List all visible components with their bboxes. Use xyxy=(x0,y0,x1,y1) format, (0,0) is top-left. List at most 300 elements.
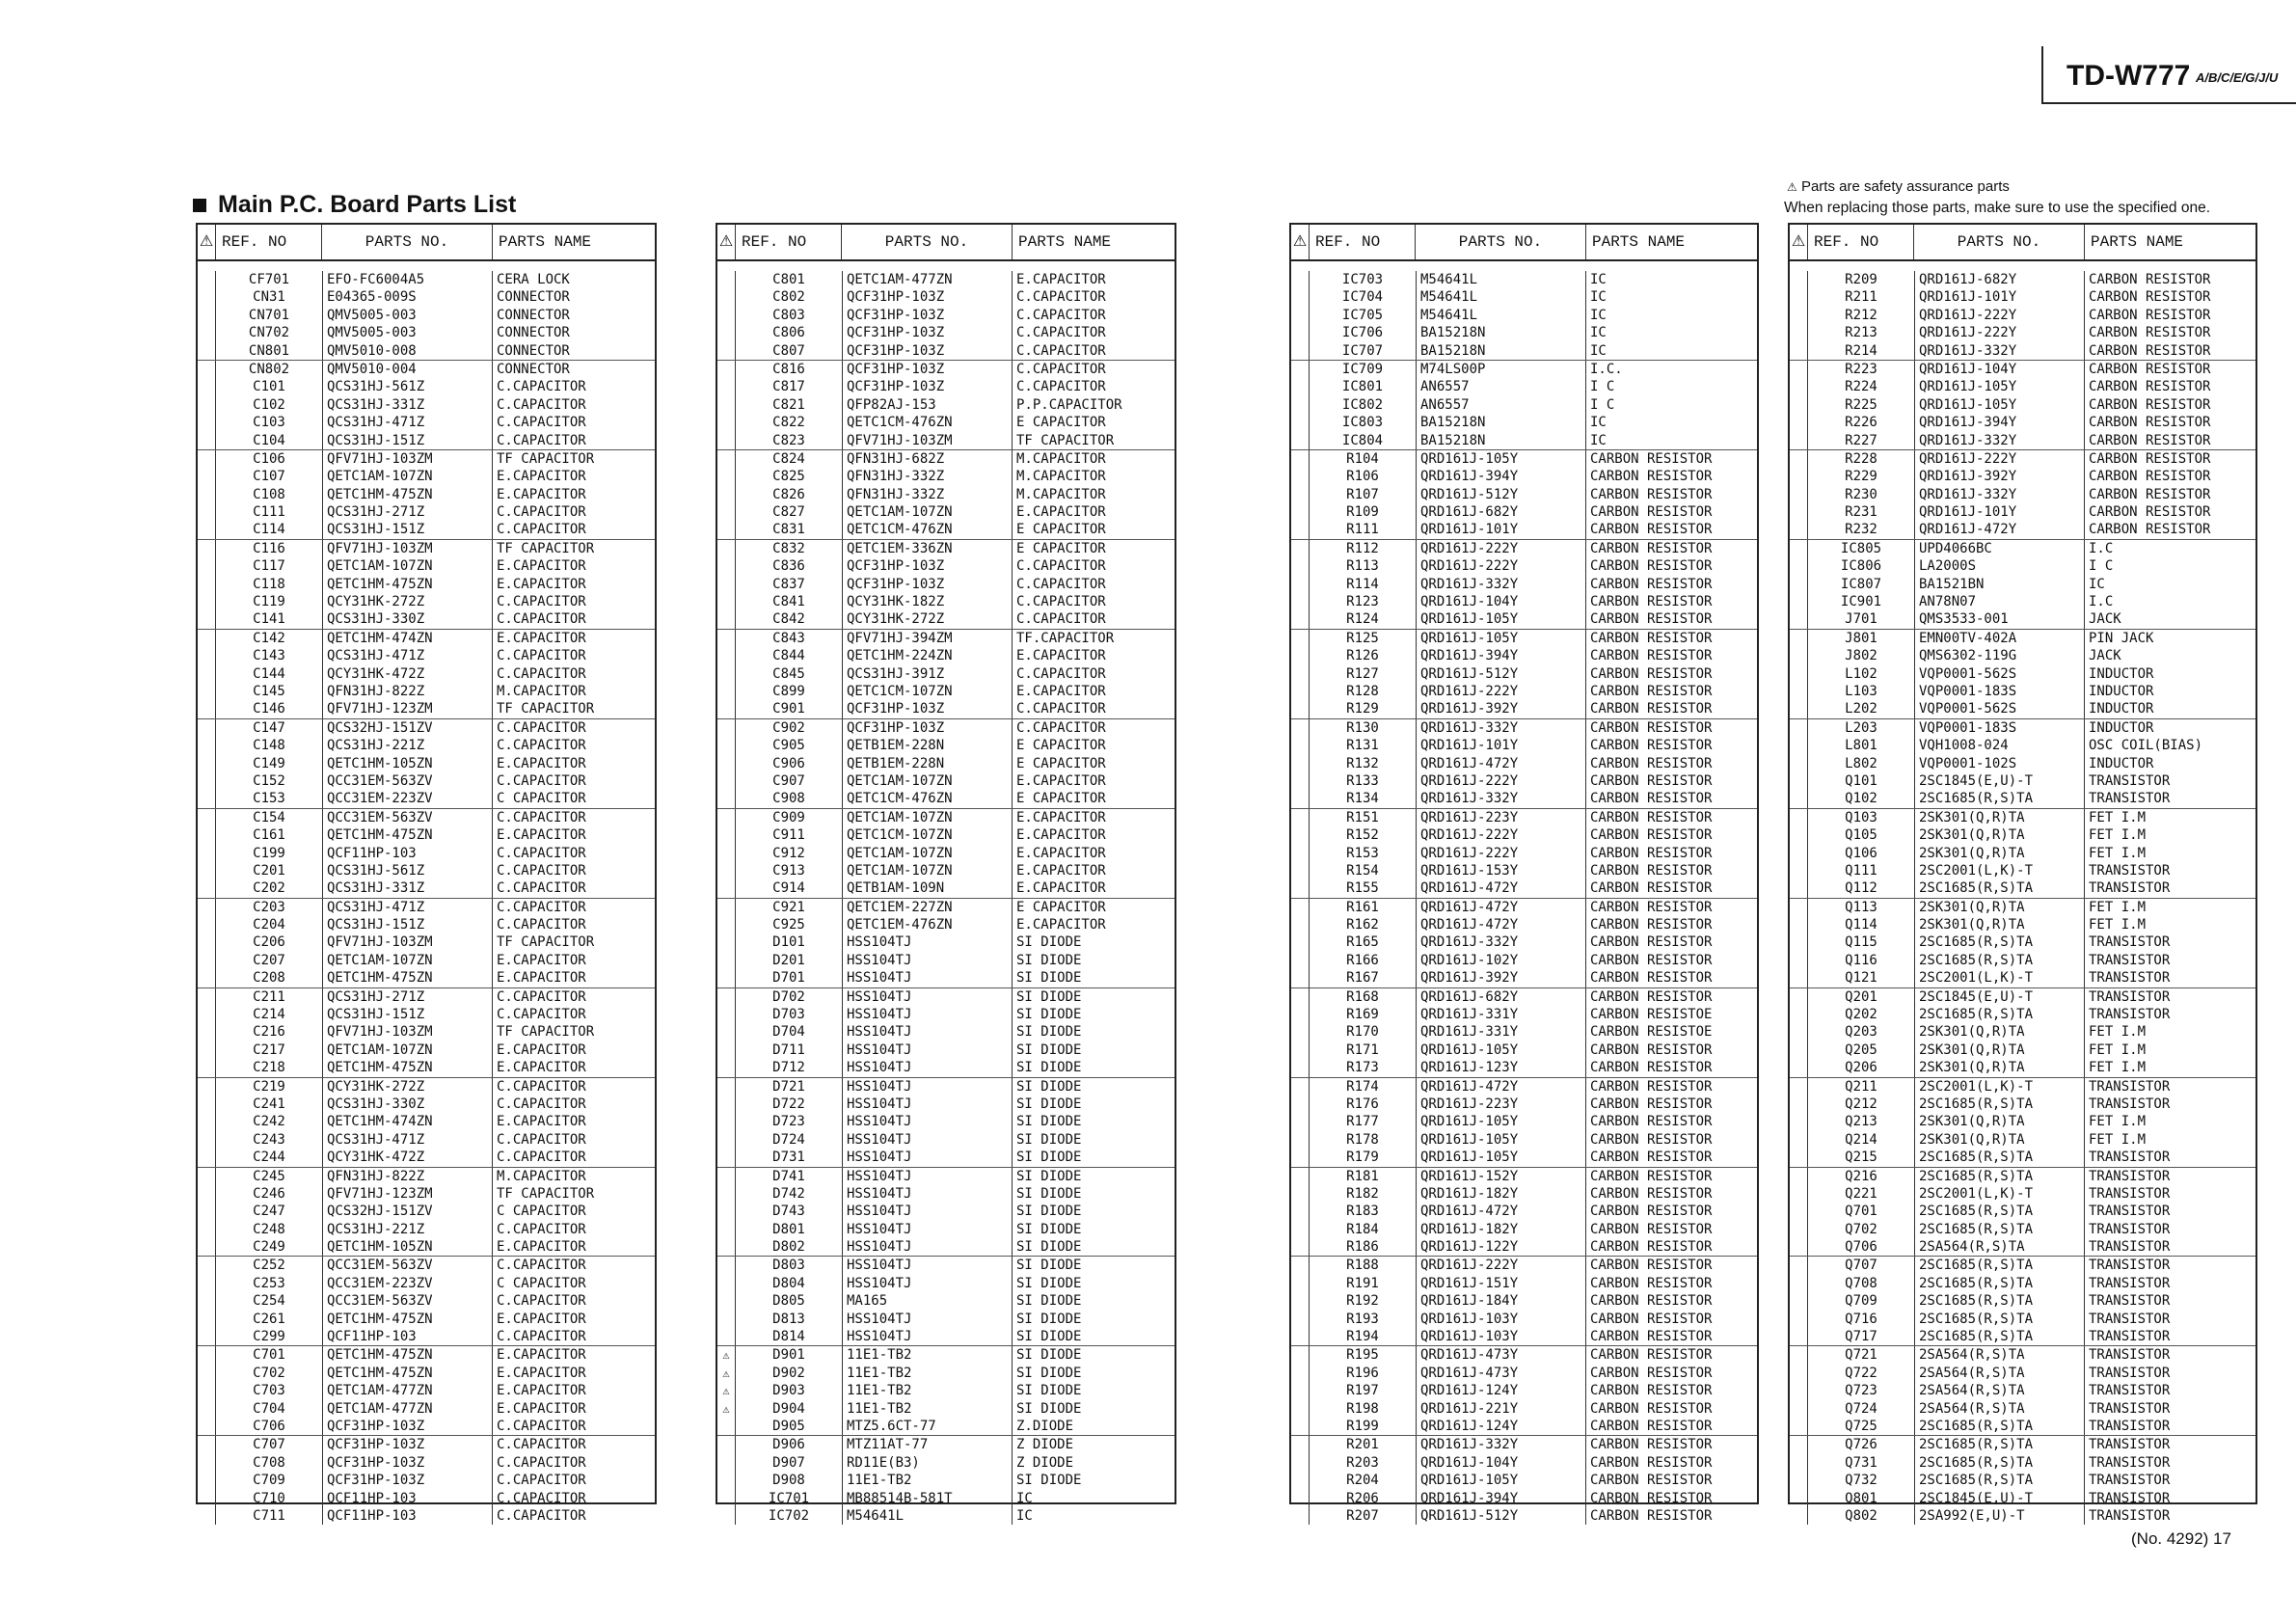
parts-no-cell: QRD161J-222Y xyxy=(1915,450,2085,468)
safety-mark-cell xyxy=(717,557,736,575)
safety-mark-cell xyxy=(198,719,216,737)
table-row xyxy=(717,1472,1175,1489)
parts-no-cell: QETC1HM-475ZN xyxy=(323,486,493,503)
safety-mark-cell xyxy=(1291,1418,1310,1435)
parts-name-cell: C.CAPACITOR xyxy=(497,988,586,1005)
safety-mark-cell xyxy=(717,772,736,790)
parts-no-cell: EFO-FC6004A5 xyxy=(323,271,493,288)
parts-no-cell: QCS31HJ-221Z xyxy=(323,1221,493,1238)
ref-no-cell: R113 xyxy=(1310,557,1417,575)
parts-name-cell: FET I.M xyxy=(2089,809,2147,825)
safety-mark-cell xyxy=(198,899,216,916)
parts-no-cell: HSS104TJ xyxy=(843,1041,1013,1059)
table-row xyxy=(1790,432,2255,449)
table-row xyxy=(1291,898,1757,916)
parts-name-cell: C.CAPACITOR xyxy=(497,1078,586,1095)
ref-no-cell: R131 xyxy=(1310,737,1417,754)
safety-mark-cell xyxy=(1291,1131,1310,1149)
parts-name-cell: C.CAPACITOR xyxy=(497,415,586,431)
table-row xyxy=(717,790,1175,807)
parts-name-cell: CONNECTOR xyxy=(497,307,570,323)
parts-no-cell: QRD161J-122Y xyxy=(1417,1238,1586,1256)
parts-no-cell: QRD161J-101Y xyxy=(1417,737,1586,754)
ref-no-cell: C107 xyxy=(216,468,323,485)
table-row xyxy=(198,718,655,737)
safety-mark-cell xyxy=(717,521,736,538)
table-row xyxy=(717,503,1175,521)
parts-no-cell: QRD161J-105Y xyxy=(1417,1113,1586,1130)
parts-no-cell: QETB1AM-109N xyxy=(843,879,1013,897)
ref-no-cell: D101 xyxy=(736,933,843,951)
parts-name-cell: TF CAPACITOR xyxy=(497,450,595,467)
parts-name-cell: SI DIODE xyxy=(1016,1204,1082,1220)
parts-name-cell: TF CAPACITOR xyxy=(497,934,595,951)
parts-name-cell: CARBON RESISTOR xyxy=(1590,772,1713,789)
parts-name-cell: SI DIODE xyxy=(1016,1114,1082,1130)
parts-name-cell: FET I.M xyxy=(2089,899,2147,915)
ref-no-cell: R154 xyxy=(1310,862,1417,879)
safety-mark-cell xyxy=(717,1490,736,1507)
table-row xyxy=(1790,307,2255,324)
parts-no-cell: 2SK301(Q,R)TA xyxy=(1915,916,2085,933)
parts-no-cell: QETC1HM-475ZN xyxy=(323,576,493,593)
ref-no-cell: C108 xyxy=(216,486,323,503)
table-row xyxy=(198,1077,655,1096)
table-row xyxy=(1790,271,2255,288)
safety-mark-cell xyxy=(1790,1365,1808,1382)
ref-no-cell: C824 xyxy=(736,450,843,468)
table-row xyxy=(1291,1472,1757,1489)
parts-name-cell: C.CAPACITOR xyxy=(497,1437,586,1453)
safety-mark-cell xyxy=(198,576,216,593)
parts-no-cell: QRD161J-104Y xyxy=(1915,361,2085,378)
table-row xyxy=(198,1149,655,1166)
ref-no-cell: R188 xyxy=(1310,1257,1417,1274)
ref-no-cell: C161 xyxy=(216,826,323,844)
safety-mark-cell xyxy=(717,719,736,737)
safety-mark-cell xyxy=(717,1096,736,1113)
ref-no-cell: C117 xyxy=(216,557,323,575)
parts-no-cell: 2SK301(Q,R)TA xyxy=(1915,809,2085,826)
table-row xyxy=(1790,700,2255,717)
parts-name-cell: C.CAPACITOR xyxy=(1016,379,1106,395)
parts-name-cell: SI DIODE xyxy=(1016,1293,1082,1310)
safety-mark-cell xyxy=(198,988,216,1006)
table-row xyxy=(1291,1203,1757,1220)
safety-mark-cell xyxy=(1790,809,1808,826)
parts-no-cell: QCF31HP-103Z xyxy=(323,1454,493,1472)
ref-no-cell: C925 xyxy=(736,916,843,933)
ref-no-cell: IC804 xyxy=(1310,432,1417,449)
safety-mark-cell xyxy=(1790,288,1808,306)
table-row xyxy=(198,1328,655,1345)
safety-mark-cell xyxy=(1790,969,1808,987)
parts-no-cell: 2SA992(E,U)-T xyxy=(1915,1507,2085,1525)
parts-no-cell: QCY31HK-182Z xyxy=(843,593,1013,610)
ref-no-cell: C832 xyxy=(736,540,843,557)
ref-no-cell: C822 xyxy=(736,414,843,431)
parts-name-cell: CARBON RESISTOR xyxy=(1590,917,1713,933)
ref-no-cell: C201 xyxy=(216,862,323,879)
table-row xyxy=(1291,933,1757,951)
table-row xyxy=(1291,1418,1757,1435)
safety-mark-cell xyxy=(1291,1346,1310,1364)
parts-no-cell: 11E1-TB2 xyxy=(843,1346,1013,1364)
safety-mark-cell xyxy=(717,288,736,306)
table-row xyxy=(717,1418,1175,1435)
safety-mark-cell xyxy=(198,1346,216,1364)
table-row xyxy=(1291,271,1757,288)
parts-name-cell: E.CAPACITOR xyxy=(497,827,586,844)
parts-name-cell: E.CAPACITOR xyxy=(497,952,586,968)
parts-no-cell: QETC1AM-477ZN xyxy=(323,1400,493,1418)
ref-no-cell: C149 xyxy=(216,755,323,772)
safety-mark-cell xyxy=(717,700,736,717)
ref-no-cell: Q111 xyxy=(1808,862,1915,879)
parts-name-cell: C.CAPACITOR xyxy=(497,719,586,736)
parts-name-cell: E.CAPACITOR xyxy=(497,469,586,485)
parts-name-cell: TRANSISTOR xyxy=(2089,1400,2171,1417)
ref-no-cell: C119 xyxy=(216,593,323,610)
ref-no-cell: C842 xyxy=(736,610,843,628)
table-row xyxy=(198,1292,655,1310)
table-body xyxy=(1291,261,1757,1525)
table-row xyxy=(717,378,1175,395)
parts-name-cell: CARBON RESISTOR xyxy=(1590,1078,1713,1095)
safety-mark-cell xyxy=(198,737,216,754)
parts-name-cell: CARBON RESISTOR xyxy=(1590,1347,1713,1364)
parts-name-cell: E.CAPACITOR xyxy=(497,755,586,771)
safety-mark-cell xyxy=(198,1221,216,1238)
table-row xyxy=(1790,1275,2255,1292)
parts-no-cell: 2SC1685(R,S)TA xyxy=(1915,1203,2085,1220)
safety-mark-cell xyxy=(717,1328,736,1345)
safety-mark-cell xyxy=(1291,307,1310,324)
table-row xyxy=(198,1418,655,1435)
table-row xyxy=(1790,1167,2255,1185)
safety-mark-cell xyxy=(717,899,736,916)
safety-mark-cell xyxy=(198,1131,216,1149)
safety-mark-cell xyxy=(1790,916,1808,933)
safety-mark-cell xyxy=(1790,755,1808,772)
safety-mark-cell xyxy=(1790,772,1808,790)
parts-name-cell: C.CAPACITOR xyxy=(1016,325,1106,341)
safety-mark-cell xyxy=(1790,1275,1808,1292)
ref-no-cell: D903 xyxy=(736,1382,843,1399)
ref-no-cell: Q211 xyxy=(1808,1078,1915,1096)
parts-name-cell: CARBON RESISTOR xyxy=(1590,827,1713,844)
ref-no-cell: R167 xyxy=(1310,969,1417,987)
ref-no-cell: D723 xyxy=(736,1113,843,1130)
table-row xyxy=(198,1203,655,1220)
table-row xyxy=(1291,1221,1757,1238)
parts-table-1 xyxy=(196,223,657,1524)
parts-name-cell: I C xyxy=(1590,379,1615,395)
safety-mark-cell xyxy=(1291,1023,1310,1041)
safety-mark-cell xyxy=(717,737,736,754)
parts-no-cell: HSS104TJ xyxy=(843,1149,1013,1166)
parts-no-cell: 2SC1685(R,S)TA xyxy=(1915,1168,2085,1185)
parts-table-3 xyxy=(1289,223,1759,1524)
safety-mark-cell xyxy=(1291,1149,1310,1166)
safety-mark-cell xyxy=(1291,933,1310,951)
parts-name-cell: CARBON RESISTOR xyxy=(1590,899,1713,915)
ref-no-cell: C143 xyxy=(216,647,323,664)
parts-no-cell: 2SA564(R,S)TA xyxy=(1915,1346,2085,1364)
parts-name-cell: SI DIODE xyxy=(1016,1383,1082,1399)
ref-no-cell: R114 xyxy=(1310,576,1417,593)
table-row xyxy=(717,396,1175,414)
safety-mark-cell xyxy=(1790,1472,1808,1489)
table-row xyxy=(1790,629,2255,647)
table-row xyxy=(1790,521,2255,538)
safety-mark-cell xyxy=(198,933,216,951)
parts-no-cell: QETC1AM-107ZN xyxy=(843,862,1013,879)
parts-no-cell: QRD161J-331Y xyxy=(1417,1006,1586,1023)
parts-name-cell: CARBON RESISTOR xyxy=(1590,1041,1713,1058)
table-row xyxy=(717,1454,1175,1472)
table-row xyxy=(1790,1365,2255,1382)
table-row xyxy=(717,1345,1175,1364)
ref-no-cell: R195 xyxy=(1310,1346,1417,1364)
parts-no-cell: QETC1AM-107ZN xyxy=(323,952,493,969)
parts-no-cell: QRD161J-153Y xyxy=(1417,862,1586,879)
safety-mark-cell xyxy=(1291,1078,1310,1096)
parts-name-cell: CERA LOCK xyxy=(497,272,570,287)
parts-no-cell: 2SC1685(R,S)TA xyxy=(1915,1275,2085,1292)
parts-name-cell: E.CAPACITOR xyxy=(497,1365,586,1381)
safety-mark-cell xyxy=(1790,593,1808,610)
ref-no-cell: IC706 xyxy=(1310,324,1417,341)
parts-no-cell: QRD161J-332Y xyxy=(1417,576,1586,593)
parts-no-cell: 2SC1685(R,S)TA xyxy=(1915,1257,2085,1274)
table-row xyxy=(1790,772,2255,790)
safety-mark-cell xyxy=(1790,1113,1808,1130)
table-row xyxy=(717,1006,1175,1023)
table-row xyxy=(1790,1041,2255,1059)
parts-name-cell: E.CAPACITOR xyxy=(497,486,586,502)
parts-no-cell: AN78N07 xyxy=(1915,593,2085,610)
ref-no-cell: Q206 xyxy=(1808,1059,1915,1076)
table-row xyxy=(1790,737,2255,754)
ref-no-cell: D741 xyxy=(736,1168,843,1185)
table-row xyxy=(1790,610,2255,628)
parts-name-cell: E.CAPACITOR xyxy=(497,1239,586,1256)
ref-no-cell: R178 xyxy=(1310,1131,1417,1149)
ref-no-cell: R174 xyxy=(1310,1078,1417,1096)
parts-name-cell: CARBON RESISTOR xyxy=(1590,594,1713,610)
parts-no-cell: HSS104TJ xyxy=(843,1168,1013,1185)
safety-mark-cell xyxy=(717,1292,736,1310)
ref-no-cell: C899 xyxy=(736,683,843,700)
table-row xyxy=(1790,360,2255,378)
safety-mark-cell xyxy=(1790,647,1808,664)
safety-mark-cell xyxy=(1790,899,1808,916)
parts-no-cell: QCC31EM-563ZV xyxy=(323,809,493,826)
parts-no-cell: QCS31HJ-391Z xyxy=(843,665,1013,683)
parts-no-cell: QCF31HP-103Z xyxy=(323,1436,493,1453)
safety-mark-cell xyxy=(717,862,736,879)
ref-no-cell: IC803 xyxy=(1310,414,1417,431)
ref-no-cell: D905 xyxy=(736,1418,843,1435)
table-body xyxy=(717,261,1175,1525)
safety-mark-cell xyxy=(198,1436,216,1453)
table-row xyxy=(198,1345,655,1364)
ref-no-cell: R165 xyxy=(1310,933,1417,951)
ref-no-cell: C243 xyxy=(216,1131,323,1149)
parts-no-cell: QFN31HJ-682Z xyxy=(843,450,1013,468)
ref-no-cell: C261 xyxy=(216,1311,323,1328)
table-row xyxy=(717,288,1175,306)
table-row xyxy=(1291,952,1757,969)
parts-name-cell: E.CAPACITOR xyxy=(1016,648,1106,664)
parts-no-cell: MTZ11AT-77 xyxy=(843,1436,1013,1453)
ref-no-cell: D814 xyxy=(736,1328,843,1345)
table-row xyxy=(717,1041,1175,1059)
parts-name-cell: C.CAPACITOR xyxy=(497,396,586,413)
parts-no-cell: 2SC2001(L,K)-T xyxy=(1915,969,2085,987)
safety-mark-cell xyxy=(198,557,216,575)
safety-mark-cell: ⚠ xyxy=(717,1382,736,1399)
safety-mark-cell xyxy=(1790,1221,1808,1238)
parts-name-cell: SI DIODE xyxy=(1016,1168,1082,1184)
table-row xyxy=(1291,1345,1757,1364)
parts-no-cell: M54641L xyxy=(843,1507,1013,1525)
safety-mark-cell xyxy=(198,1168,216,1185)
ref-no-cell: R161 xyxy=(1310,899,1417,916)
parts-no-cell: QRD161J-512Y xyxy=(1417,665,1586,683)
ref-no-cell: C806 xyxy=(736,324,843,341)
safety-mark-cell xyxy=(198,1113,216,1130)
ref-no-cell: Q203 xyxy=(1808,1023,1915,1041)
table-row xyxy=(717,449,1175,468)
parts-no-cell: QCS31HJ-471Z xyxy=(323,1131,493,1149)
table-row xyxy=(198,755,655,772)
safety-mark-cell xyxy=(1790,450,1808,468)
parts-name-cell: FET I.M xyxy=(2089,1131,2147,1148)
parts-name-cell: JACK xyxy=(2089,611,2121,628)
parts-name-cell: TRANSISTOR xyxy=(2089,862,2171,879)
parts-name-cell: TRANSISTOR xyxy=(2089,1347,2171,1364)
parts-name-cell: SI DIODE xyxy=(1016,988,1082,1005)
safety-mark-cell xyxy=(1790,576,1808,593)
parts-no-cell: QCF31HP-103Z xyxy=(843,700,1013,717)
parts-name-cell: FET I.M xyxy=(2089,1024,2147,1041)
parts-name-cell: TRANSISTOR xyxy=(2089,1096,2171,1112)
parts-name-cell: C.CAPACITOR xyxy=(497,899,586,915)
parts-no-cell: HSS104TJ xyxy=(843,1328,1013,1345)
safety-mark-cell xyxy=(1790,468,1808,485)
parts-name-cell: C.CAPACITOR xyxy=(497,1454,586,1471)
parts-no-cell: 2SC1685(R,S)TA xyxy=(1915,952,2085,969)
parts-name-cell: CARBON RESISTOR xyxy=(1590,1150,1713,1166)
model-header xyxy=(2041,46,2296,104)
parts-no-cell: QRD161J-332Y xyxy=(1417,933,1586,951)
parts-name-cell: C.CAPACITOR xyxy=(1016,701,1106,717)
parts-no-cell: HSS104TJ xyxy=(843,1023,1013,1041)
ref-no-cell: D908 xyxy=(736,1472,843,1489)
safety-mark-cell xyxy=(1790,1328,1808,1345)
parts-no-cell: QCS31HJ-471Z xyxy=(323,647,493,664)
ref-no-cell: R193 xyxy=(1310,1311,1417,1328)
ref-no-cell: D813 xyxy=(736,1311,843,1328)
parts-name-cell: C.CAPACITOR xyxy=(497,1293,586,1310)
parts-no-cell: HSS104TJ xyxy=(843,1131,1013,1149)
ref-no-cell: D907 xyxy=(736,1454,843,1472)
parts-name-cell: SI DIODE xyxy=(1016,1239,1082,1256)
table-row xyxy=(198,288,655,306)
table-row xyxy=(198,1382,655,1399)
ref-no-cell: C101 xyxy=(216,378,323,395)
parts-no-cell: QCF31HP-103Z xyxy=(843,307,1013,324)
parts-name-cell: E.CAPACITOR xyxy=(1016,809,1106,825)
table-row xyxy=(1291,1256,1757,1274)
safety-mark-cell xyxy=(717,1131,736,1149)
parts-name-cell: SI DIODE xyxy=(1016,1473,1082,1489)
parts-no-cell: QRD161J-103Y xyxy=(1417,1328,1586,1345)
table-row xyxy=(1291,916,1757,933)
ref-no-cell: R229 xyxy=(1808,468,1915,485)
safety-mark-cell xyxy=(198,755,216,772)
safety-mark-cell xyxy=(198,486,216,503)
ref-no-cell: C827 xyxy=(736,503,843,521)
safety-mark-cell xyxy=(717,809,736,826)
column-header-name: PARTS NAME xyxy=(2091,233,2184,251)
parts-name-cell: CARBON RESISTOR xyxy=(1590,1400,1713,1417)
safety-mark-cell xyxy=(1291,1275,1310,1292)
parts-name-cell: IC xyxy=(1590,432,1607,448)
parts-name-cell: TF CAPACITOR xyxy=(1016,432,1115,448)
ref-no-cell: C831 xyxy=(736,521,843,538)
ref-no-cell: C702 xyxy=(216,1365,323,1382)
parts-no-cell: QFV71HJ-103ZM xyxy=(323,1023,493,1041)
ref-no-cell: R211 xyxy=(1808,288,1915,306)
table-row xyxy=(717,1113,1175,1130)
ref-no-cell: C843 xyxy=(736,630,843,647)
parts-name-cell: CARBON RESISTOR xyxy=(2089,415,2211,431)
table-row xyxy=(198,396,655,414)
safety-mark-cell xyxy=(1790,879,1808,897)
table-row xyxy=(717,683,1175,700)
parts-no-cell: HSS104TJ xyxy=(843,952,1013,969)
parts-no-cell: QRD161J-223Y xyxy=(1417,1096,1586,1113)
parts-no-cell: 11E1-TB2 xyxy=(843,1400,1013,1418)
table-row xyxy=(198,521,655,538)
parts-name-cell: C.CAPACITOR xyxy=(1016,719,1106,736)
column-header-part: PARTS NO. xyxy=(1914,225,2085,259)
safety-mark-cell xyxy=(1291,665,1310,683)
parts-no-cell: QRD161J-123Y xyxy=(1417,1059,1586,1076)
parts-name-cell: CARBON RESISTOR xyxy=(1590,845,1713,861)
page-title-text: Main P.C. Board Parts List xyxy=(218,191,517,218)
parts-no-cell: QRD161J-103Y xyxy=(1417,1311,1586,1328)
parts-no-cell: 2SA564(R,S)TA xyxy=(1915,1382,2085,1399)
parts-no-cell: E04365-009S xyxy=(323,288,493,306)
ref-no-cell: D901 xyxy=(736,1346,843,1364)
parts-no-cell: QETC1HM-475ZN xyxy=(323,826,493,844)
parts-no-cell: QCY31HK-472Z xyxy=(323,665,493,683)
parts-name-cell: TRANSISTOR xyxy=(2089,1419,2171,1434)
ref-no-cell: R225 xyxy=(1808,396,1915,414)
parts-no-cell: QETC1AM-107ZN xyxy=(323,1041,493,1059)
ref-no-cell: C821 xyxy=(736,396,843,414)
parts-name-cell: JACK xyxy=(2089,648,2121,664)
ref-no-cell: R224 xyxy=(1808,378,1915,395)
table-row xyxy=(1291,610,1757,628)
table-row xyxy=(198,683,655,700)
parts-name-cell: M.CAPACITOR xyxy=(1016,469,1106,485)
parts-name-cell: E CAPACITOR xyxy=(1016,791,1106,807)
